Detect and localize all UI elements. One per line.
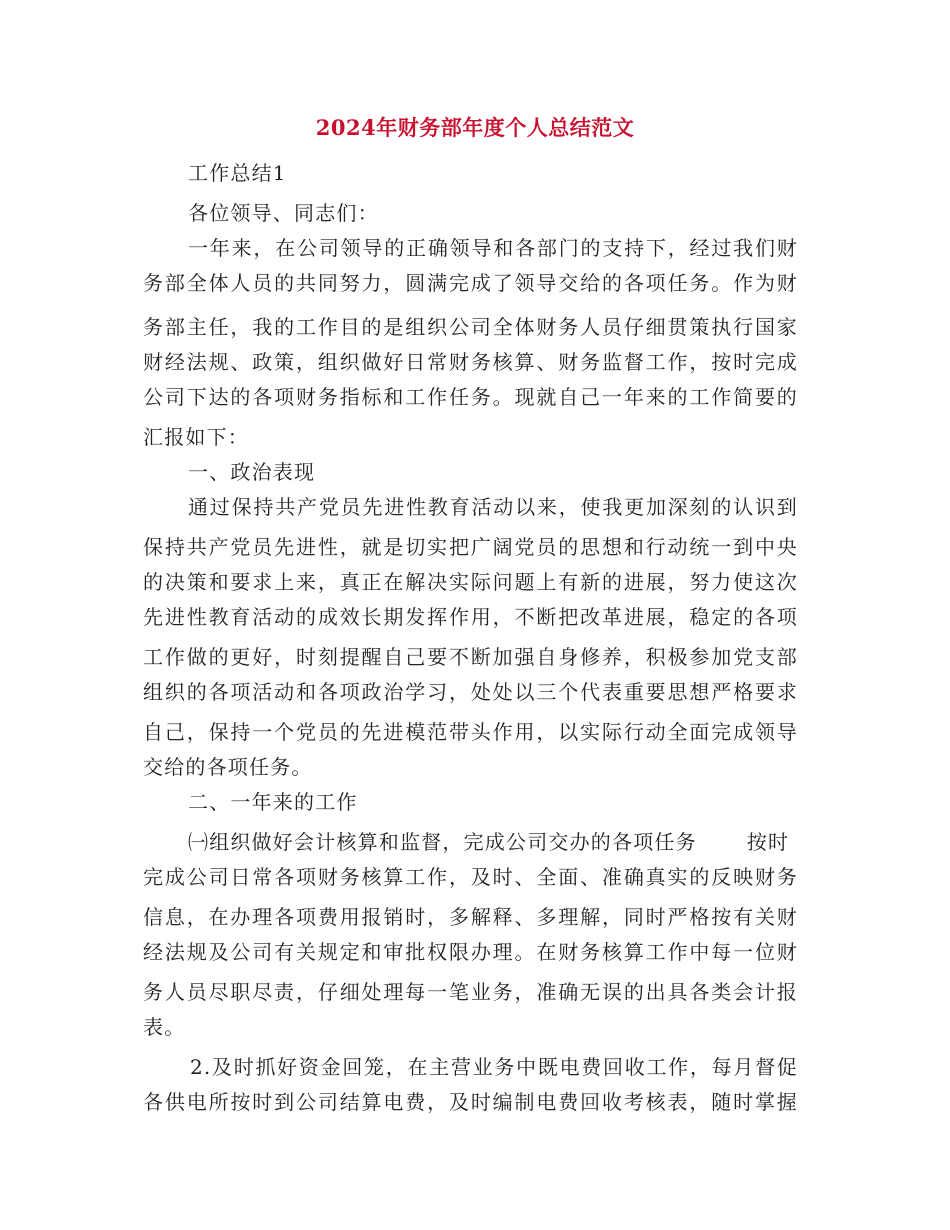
document-title: 2024年财务部年度个人总结范文 (315, 115, 635, 140)
section-heading-work: 二、一年来的工作 (188, 790, 358, 814)
work1-line: 务人员尽职尽责，仔细处理每一笔业务，准确无误的出具各类会计报 (143, 980, 798, 1004)
section-heading-politics: 一、政治表现 (188, 460, 316, 484)
work2-line: 各供电所按时到公司结算电费，及时编制电费回收考核表，随时掌握 (143, 1090, 798, 1114)
politics-line: 先进性教育活动的成效长期发挥作用，不断把改革进展，稳定的各项 (143, 605, 798, 629)
politics-line: 保持共产党员先进性，就是切实把广阔党员的思想和行动统一到中央 (143, 535, 798, 559)
intro-line: 务部主任，我的工作目的是组织公司全体财务人员仔细贯策执行国家 (143, 315, 798, 339)
work1-heading: ㈠组织做好会计核算和监督，完成公司交办的各项任务 (188, 830, 697, 854)
politics-line: 的决策和要求上来，真正在解决实际问题上有新的进展，努力使这次 (143, 570, 798, 594)
work1-line: 信息，在办理各项费用报销时，多解释、多理解，同时严格按有关财 (143, 905, 798, 929)
politics-line: 自己，保持一个党员的先进模范带头作用，以实际行动全面完成领导 (143, 720, 798, 744)
intro-line: 一年来，在公司领导的正确领导和各部门的支持下，经过我们财 (188, 236, 798, 260)
greeting-line: 各位领导、同志们： (188, 201, 379, 225)
work1-heading-line (188, 830, 789, 854)
intro-line: 财经法规、政策，组织做好日常财务核算、财务监督工作，按时完成 (143, 350, 798, 374)
work2-line: 2.及时抓好资金回笼，在主营业务中既电费回收工作，每月督促 (190, 1055, 798, 1079)
work1-line: 完成公司日常各项财务核算工作，及时、全面、准确真实的反映财务 (143, 865, 798, 889)
politics-line: 组织的各项活动和各项政治学习，处处以三个代表重要思想严格要求 (143, 680, 798, 704)
intro-line: 务部全体人员的共同努力，圆满完成了领导交给的各项任务。作为财 (143, 271, 798, 295)
politics-line: 工作做的更好，时刻提醒自己要不断加强自身修养，积极参加党支部 (143, 645, 798, 669)
work1-line: 经法规及公司有关规定和审批权限办理。在财务核算工作中每一位财 (143, 940, 798, 964)
work1-heading-tail: 按时 (746, 830, 790, 854)
heading-work-summary: 工作总结1 (188, 161, 287, 185)
intro-line: 汇报如下： (143, 425, 249, 449)
politics-line: 交给的各项任务。 (143, 755, 313, 779)
intro-line: 公司下达的各项财务指标和工作任务。现就自己一年来的工作简要的 (143, 385, 798, 409)
politics-line: 通过保持共产党员先进性教育活动以来，使我更加深刻的认识到 (188, 495, 798, 519)
work1-line: 表。 (143, 1015, 186, 1039)
